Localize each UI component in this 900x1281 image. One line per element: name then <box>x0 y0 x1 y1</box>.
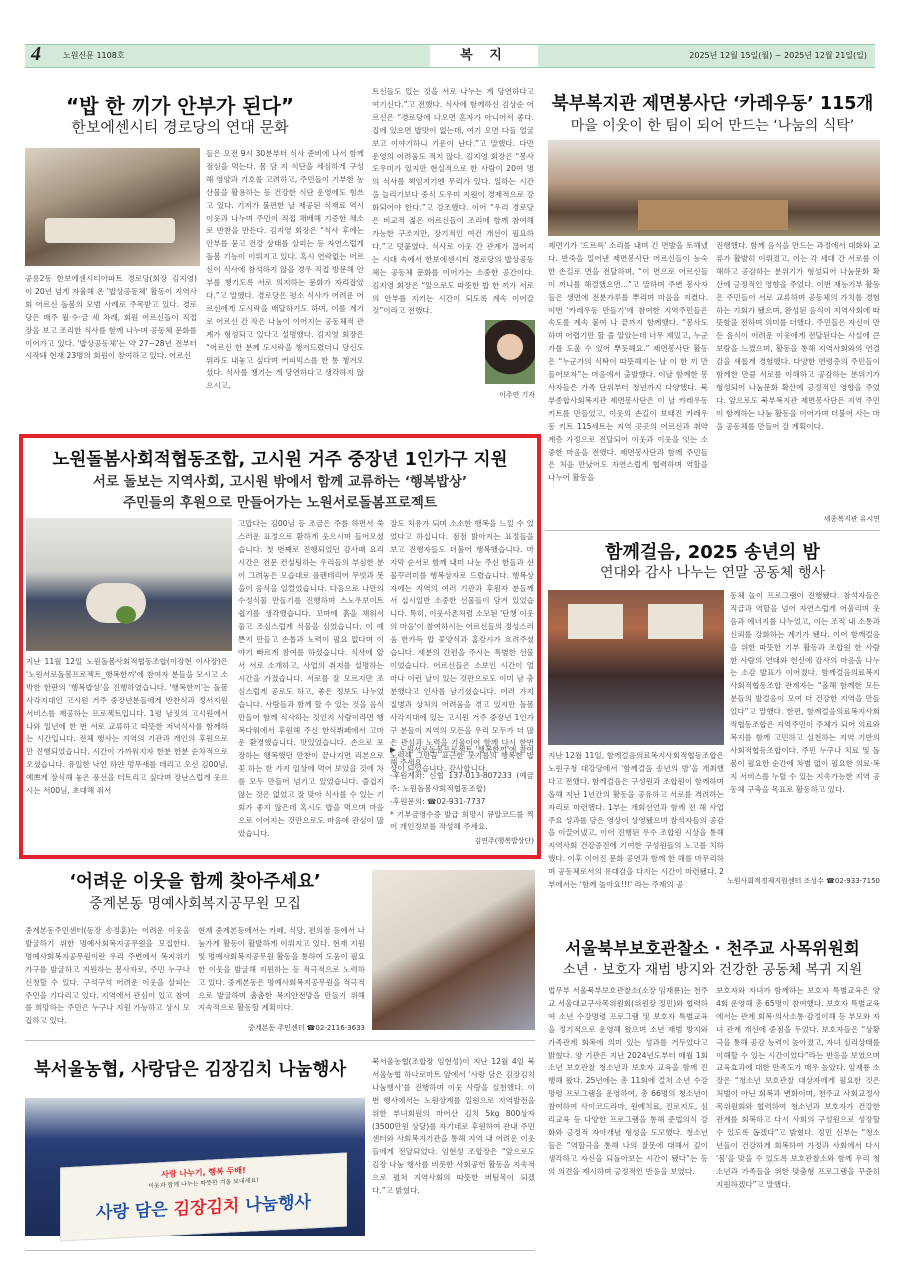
article2-column-a: 지난 11월 12일 노원돌봄사회적협동조합(이장현 이사장)은 '노원서로돌봄프로젝트_행복한끼'에 참여자 분들을 모시고 소박한 한판의 '행복밥상'을 진행하였습니다. '행복한끼'는 돌봄 사각지대인 고시원 거주 중장년분들에게 반찬식과 정서지원 서비스를 제공하는 프로젝트입니다. 1평 남짓의 고시원에서 나와 일년에 한 번 서로 교류하고 따뜻한 저녁식사를 함께하는 시간입니다. 전체 행사는 지역의 기관과 개인의 후원으로만 진행되었습니다. 시간이 가까워지자 한분 한분 순차적으로 오셨습니다. 유일한 낙인 하얀 멍무새를 데리고 오신 김00님, 예쁘게 장식해 놓은 풍선을 터트리고 싶다며 장난스럽게 웃으시는 서00님, 초대해 줘서 <box>26 657 228 796</box>
article6-column-a: 북서울농협(조합장 임현성)이 지난 12월 4일 북서울농협 하나로마트 앞에서 '사랑 담은 김장김치 나눔행사'를 진행하며 이웃 사랑을 실천했다. 이번 행사에서는 노원상계를 일원으로 지역발전을 위한 부녀회원의 마어산 김치 5kg 800상자(3500만원 상당)를 자기네로 후원하여 관내 주민센터와 사회복지기관을 통해 지역 내 어려운 이웃들에게 전달되었다. 임현성 조합장은 “앞으로도 김장 나눔 행사를 비롯한 사회공헌 활동을 지속적으로 펼쳐 지역사회의 따뜻한 버팀목이 되겠다.”고 밝혔다. <box>372 1057 535 1196</box>
banner-word: 담은 <box>134 1199 168 1222</box>
article2-donation-info <box>390 744 534 836</box>
article4-column-b: 동체 놀이 프로그램이 진행됐다. 참석자들은 직급과 역할을 넘어 자연스럽게 어울리며 웃음과 에너지를 나누었고, 이는 조직 내 소통과 신뢰를 강화하는 계기가 됐다. 이어 함께걸음을 위한 따뜻한 기부 활동과 조합원 한 사람 한 사람의 연대와 헌신에 감사의 마음을 나누는 소감 발표가 이어졌다. 함께걸음의료복지사회적협동조합 관계자는 “올해 함께한 모든 분들의 발걸음이 모여 더 건강한 지역을 만들었다”고 말했다. 한편, 함께걸음의료복지사회적협동조합은 지역주민이 주체가 되어 의료와 복지를 함께 고민하고 실천하는 지역 기반의 사회적협동조합이다. 주민 누구나 치료 및 돌봄이 필요한 순간에 차별 없이 필요한 의료·복지 서비스를 누릴 수 있는 지속가능한 지역 공동체 구축을 목표로 활동하고 있다. <box>730 591 880 794</box>
article2-column-b: 고맙다는 김00님 등 조금은 주름 하면서 쑥스러운 표정으로 환하게 웃으시며 들어오셨습니다. 첫 번째로 진행되었던 감사패 요리 시간은 전문 컨설팅하는 우리들의 부심한 분이 그려놓은 모습대로 플랜테리어 무엇과 봇을이 음식을 일컬었습니다. 다음으로 나만의 수정식물 만들기를 진행하며 스노우보이트 쉽기를 생각했습니다. 꼬마에 흙을 채워서 둘고 조심스럽게 식물을 심었습니다. 이 예쁜지 만들고 손톱과 노력이 필요 없다며 이야기 빠르게 참여를 하셨습니다. 식사에 앞서 서로 소개하고, 사업의 취지를 설명하는 시간을 가졌습니다. 서로를 잘 모르지만 조심스럽게 공로도 하고, 좋은 정보도 나누었습니다. 사람들과 함께 할 수 있는 것을 음식 만들어 함께 식사하는 것인지 사람이라면 행복다워에서 후원해 주신 한식뷔페에서 고마운 환경했습니다. 맛있었습니다. 손으로 포장하는 행복했던 만찬이 끝나지면 리본으로 꽃 하는 한 가지 일상에 먹어 보았을 것에 차를 모두 만들어 넘기고 있었습니다. 즐겁지 않는 것은 없었고 잘 맞아 식사를 수 있는 기회가 좋지 않은데 혹시도 밥을 먹으며 마음으로 이어지는 것만으로도 마음에 관심이 많았습니다. <box>238 519 384 838</box>
article3-column-a: 제면기가 '드르륵' 소리를 내며 긴 면발을 토해냈다. 반죽을 밀어낸 제면봉사단 어르신들이 능숙한 손길로 면을 전달하며, “이 면으로 어르신들이 끼니를 해결했으면...”고 말하며 주변 봉사자들은 생면에 전분가루를 뿌리며 마음을 지켰다. 이번 '카레우동 만들기'에 참여한 지역주민들은 속도를 계속 붙여 나 끝까지 함께했다. “봉사도 하며 어렵기만 할 줄 알았는데 너무 재밌고, 누군가를 도울 수 있어 뿌듯해요.” 제면봉사단 활동은 “누군가의 식탁이 따뜻해지는 날 이 한 끼 만들어보자”는 마음에서 출발했다. 이날 함께한 봉사자들은 가족 단위부터 청년까지 다양했다. 북부종합사회복지관 제면봉사단은 이 날 카레우동 키트를 만들었고, 이웃의 손길이 보태진 카레우동 키트 115세트는 지역 곳곳의 어르신과 취약계층 가정으로 전달되어 이웃과 이웃을 잇는 소중한 마음을 전했다. 제면봉사단과 함께 주민들은 처음 만났어도 자연스럽게 협력하며 역할을 나누어 활동을 <box>548 241 708 483</box>
article3-byline: 세종복지관 유시연 <box>823 515 880 523</box>
donation-inquiry: -후원문의: ☎02-931-7737 <box>390 796 486 806</box>
article3-subtitle: 마을 이웃이 한 팀이 되어 만드는 ‘나눔의 식탁’ <box>570 118 855 134</box>
article4-subtitle: 연대와 감사 나누는 연말 공동체 행사 <box>599 565 826 581</box>
article3-title: 북부복지관 제면봉사단 ‘카레우동’ 115개 <box>551 94 874 114</box>
article2-title: 노원돌봄사회적협동조합, 고시원 거주 중장년 1인가구 지원 <box>52 450 508 470</box>
banner-slogan: 사랑 나누기, 행복 두배! <box>161 1165 246 1180</box>
article6-photo-kimchi-event <box>25 1098 365 1236</box>
article3-column-b: 진행했다. 함께 음식을 만드는 과정에서 대화와 교류가 활발히 이뤄졌고, 이는 각 세대 간 서로를 이해하고 공감하는 분위기가 형성되어 나눔문화 확산에 긍정적인 영향을 주었다. 이번 재능기부 활동은 주민들이 서로 교류하며 공동체의 가치를 경험하는 기회가 됐으며, 완성된 음식이 지역사회에 따뜻함을 전하며 의미를 더했다. 주민들은 자신이 만든 음식이 어려운 이웃에게 전달된다는 사실에 큰 보람을 느꼈으며, 활동을 통해 지역사회와의 연결감을 새롭게 경험했다. 다양한 연령층의 주민들이 함께한 만큼 서로를 이해하고 공감하는 분위기가 형성되어 나눔문화 확산에 긍정적인 영향을 주었다. 앞으로도 북부복지관 제면봉사단은 지역 주민이 함께하는 나눔 활동을 이어가며 더불어 사는 마을 공동체를 만들어 갈 계획이다. <box>716 241 880 431</box>
donation-account: -후원계좌: 신협 137-013-807233 (예금주: 노원돌봄사회적협동조합) <box>390 770 534 793</box>
page-number: 4 <box>31 43 41 65</box>
article5-photo-consultation <box>372 870 535 1030</box>
article2-photo-planting-activity <box>26 518 232 651</box>
article1-byline: 이주연 기자 <box>498 391 535 399</box>
article1-photo-senior-lunch <box>25 148 200 266</box>
article5-subtitle: 중계본동 명예사회복지공무원 모집 <box>89 896 301 912</box>
article1-column-c: 트신들도 있는 것을 서로 나누는 게 당연하다고 여기신다.”고 전했다. 식사에 함께하신 김상순 어르신은 “경로당에 나오면 혼자가 아니어서 좋다. 집에 있으면 밥맛이 없는데, 여기 오면 다들 얼굴 보고 이야기하니 기운이 난다.”고 말했다. 다만 운영의 어려움도 적지 않다. 김지영 회장은 “봉사 도우미가 있지만 현실적으로 한 사람이 20여 명의 식사를 책임지기엔 무리가 있다. 일하는 시간을 늘리기보다 중식 도우미 지원이 경제적으로 강화되어야 한다.”고 강조했다. 이어 “우리 경로당은 비교적 젊은 어르신들이 조리에 함께 참여해 가능한 구조지만, 장기적인 여건 개선이 필요하다.”고 덧붙였다. 식사로 이웃 간 관계가 끊어지는 시대 속에서 한보에센시티 경로당의 밥상공동체는 공동체 문화를 이어가는 소중한 공간이다. 김지영 회장은 “앞으로도 따뜻한 밥 한 끼가 서로의 안부를 지키는 시간이 되도록 계속 이어갈 것”이라고 전했다. <box>372 87 534 316</box>
banner-subslogan: 이웃과 함께 나누는 따뜻한 겨울 보내세요! <box>148 1177 259 1190</box>
article4-byline: 노원사회적경제지원센터 조성수 ☎02-933-7150 <box>727 877 880 885</box>
article3-photo-volunteers <box>548 140 880 236</box>
article5-column-b: 현재 중계본동에서는 카페, 식당, 편의점 등에서 나눔가게 활동이 활발하게 이뤄지고 있다. 현재 지원 및 명예사회복지공무원 활동을 통하여 도움이 필요한 이웃을 발굴해 지원하는 등 적극적으로 노력하고 있다. 중계본동은 명예사회복지공무원을 적극적으로 발굴하며 촘촘한 복지안전망을 만들기 위해 지속적으로 활동할 계획이다. <box>198 926 365 1013</box>
article7-column-a: 법무부 서울북부보호관찰소(소장 임재룡)는 천주교 서울대교구사목위원회(위원장 정민)와 협력하여 소년 수강명령 프로그램 및 보호자 특별교육을 정기적으로 운영해 왔으며 소년 재범 방지와 가족관계 회복에 의미 있는 성과를 거두었다고 밝혔다. 양 기관은 지난 2024년도부터 매월 1회 소년 보호관찰 청소년과 보호자 교육을 함께 진행해 왔다. 25년에는 총 11회에 걸쳐 소년 수강명령 프로그램을 운영하여, 총 66명의 청소년이 참여하여 사이코드라마, 원예치료, 진로지도, 심리교육 등 다양한 프로그램을 통해 준법의식 강화와 긍정적 자아개념 형성을 도모했다. 청소년들은 “역할극을 통해 나의 잘못에 대해서 깊이 생각하고 자신을 되돌아보는 시간이 됐다”는 등의 의견을 제시하며 긍정적인 반응을 보였다. <box>548 986 708 1176</box>
reporter-portrait <box>485 320 535 384</box>
article4-column-a: 지난 12월 11일, 함께걸음의료복지사회적협동조합은 노원구청 대강당에서 '함께걸음 송년의 밤'을 개최했다고 전했다. 함께걸음은 구성원과 조합원이 함께하며 올해 지난 1년간의 활동을 공유하고 서로를 격려하는 자리로 마련했다. 1부는 개회선언과 함께 전 해 사업 주요 성과를 담은 영상이 상영됐으며 참석자들의 공감을 이끌어냈고, 이어 진행된 우수 조합원 시상을 통해 지역사회 건강증진에 기여한 구성원들의 노고를 치하했다. 이후 이어진 문화 공연과 함께 한 해를 마무리하며 공동체로서의 유대감을 다지는 시간이 마련됐다. 2부에서는 '함께 놀아요!!!' 라는 주제의 공 <box>548 751 724 890</box>
article7-subtitle: 소년 · 보호자 재범 방지와 건강한 공동체 복귀 지원 <box>562 962 863 978</box>
article2-subtitle1: 서로 돌보는 지역사회, 고시원 밖에서 함께 교류하는 ‘행복밥상’ <box>92 474 468 490</box>
article6-title: 북서울농협, 사랑담은 김장김치 나눔행사 <box>33 1060 347 1080</box>
donation-notice-title: ▶ 노원서로돌봄프로젝트 '행복한끼'에 참여해 주세요 <box>390 745 534 767</box>
article1-column-b: 들은 오전 9시 30분부터 식사 준비에 나서 함께 점심을 먹는다. 몸 담 지 식단을 세심하게 구성해 영양과 기호를 고려하고, 주민들이 기부한 농산물을 활용하는 등 건강한 식단 운영에도 힘쓰고 있다. 기저가 불편한 날 제공된 식재료 역시 이웃과 나누며 주민이 직접 채배해 기증한 채소로 반찬을 만든다. 김지영 회장은 “식사 후에는 안부를 묻고 건강 상태를 살피는 등 자연스럽게 돌봄 기능이 이뤄지고 있다. 혹시 연락없는 어르신이 식사에 참석하지 않을 경우 직접 방문해 안부를 챙기도록 서로 의지하는 문화가 자리잡았다.”고 말했다. 경로당은 평소 식사가 어려운 어르신에게 도시락을 배달하기도 하며, 이를 계기로 어르신 간 작은 나눔이 이어지는 공동체적 관계가 형성되고 있다고 설명했다. 김지영 회장은 “어르신 한 분께 도시락을 챙겨드렸더니 당신도 뭐라도 내놓고 싶다며 커피믹스를 한 통 챙겨오셨다. 식사를 챙기는 게 당연하다고 생각하지 않으시고, <box>206 149 364 391</box>
article4-photo-yearend-event <box>548 590 724 745</box>
article1-subtitle: 한보에센시티 경로당의 연대 문화 <box>71 118 289 136</box>
article5-title: ‘어려운 이웃을 함께 찾아주세요’ <box>69 872 321 892</box>
divider <box>25 1250 535 1251</box>
divider <box>545 530 880 531</box>
article1-title: “밥 한 끼가 안부가 된다” <box>65 94 295 118</box>
article7-title: 서울북부보호관찰소 · 천주교 사목위원회 <box>565 939 860 958</box>
banner-word: 김장김치 <box>173 1196 240 1220</box>
page-header <box>25 44 875 68</box>
banner-word: 나눔행사 <box>245 1192 311 1216</box>
issue-date: 2025년 12월 15일(월) ~ 2025년 12월 21일(일) <box>689 51 867 60</box>
article7-column-b: 보호자와 자녀가 함께하는 보호자 특별교육은 양 4회 운영해 총 65명이 참여했다. 보호자 특별교육에서는 관계 회복·의사소통·감정이해 등 부모와 자녀 관계 개선에 중점을 두었다. 보호자들은 “상황극을 통해 공감 능력이 높아졌고, 자녀 심리상태를 이해할 수 있는 시간이었다”라는 반응을 보였으며 교육효과에 대한 만족도가 매우 높았다. 임재룡 소장은 “청소년 보호관찰 대상자에게 필요한 것은 처벌이 아닌 회복과 변화이며, 천주교 사회교정사목위원회와 협력하여 청소년과 보호자가 건강한 관계를 회복하고 다시 사회의 구성원으로 성장할 수 있도록 돕겠다”고 밝혔다. 정민 신부는 “청소년들이 건강하게 회복하여 가정과 사회에서 다시 '봄'을 맞을 수 있도록 보호관찰소와 함께 우리 청소년과 가족들을 위한 맞춤형 프로그램을 꾸준히 지원하겠다”고 말했다. <box>716 986 880 1189</box>
donation-receipt-note: * 기부금영수증 발급 희망시 큐알코드를 찍어 개인정보를 작성해 주세요. <box>390 809 534 832</box>
article5-byline: 중계본동 주민센터 ☎02-2116-3633 <box>248 1024 365 1032</box>
article1-column-a: 공릉2동 한보에센시티아파트 경로당(회장 김지영)이 20년 넘게 자율해 온 '밥상공동체' 활동이 지역사회 어르신 돌봄의 모범 사례로 주목받고 있다. 경로당은 매주 월·수·금 세 차례, 회원 어르신들이 직접 장을 보고 조리한 식사를 함께 나누며 공동체 문화를 이어가고 있다. '밥상공동체'는 약 27~28년 전부터 시작돼 현재 23명의 회원이 참여하고 있다. 어르신 <box>25 274 197 361</box>
section-title: 복 지 <box>430 45 538 67</box>
article2-byline: 김연주(행복밥상단) <box>474 837 534 845</box>
article2-subtitle2: 주민들의 후원으로 만들어가는 노원서로돌봄프로젝트 <box>122 495 438 511</box>
article5-column-a: 중계본동주민센터(동장 송정훈)는 어려운 이웃을 발굴하기 위한 명예사회복지공무원을 모집한다. 명예사회복지공무원이란 우리 주변에서 복지위기가구를 발굴하고 지원하는 봉사자로, 주민 누구나 신청할 수 있다. 구석구석 어려운 이웃을 살피는 주민을 기다리고 있다. 지역에서 관심이 있고 참여를 희망하는 주민은 누구나 지원 가능하고 상시 모집하고 있다. <box>25 926 190 1026</box>
banner-word: 사랑 <box>96 1201 129 1224</box>
article2-column-c: 잘도 치유가 되며 소소한 행복을 느낄 수 있었다고 하십니다. 점점 밝아지는 표정들을 보고 진행자들도 더불어 행복했습니다. 마지막 순서로 함께 내미 나눈 주신 한들과 선물꾸러미를 행복상자로 드렸습니다. 행복상자에는 지역의 여러 기관과 후원자 분들께서 십시일반 소중한 선물들이 담겨 있었습니다. 특히, 이웃사촌처럼 소모된 '단챙 이웃의 마음'이 참여하시는 어르신들의 정성스러움 한가득 밥 꽃양식과 홈캉시가 흐려주셨습니다. 세분의 간편을 주시는 특별한 선물이었습니다. 어르신들은 소보인 시간이 얼마나 이런 날이 있는 것만으로도 이미 남 충분했다고 인사를 남기셨습니다. 여러 가지 질병과 상처의 어려움을 겪고 있지만 돌봄 사각지대에 있는 고시원 거주 중장년 1인가구 분들이 지역의 모든을 우리 모두가 더 많은 관심과 노력을 기울이어 함께 다시 한번 노력해 그만끔 표근한 붓기를의 행복한 밥상이 되었습니다. 감사합니다. <box>390 519 534 774</box>
event-banner <box>60 1152 347 1241</box>
article4-title: 함께걸음, 2025 송년의 밤 <box>605 542 820 563</box>
paper-issue: 노원신문 1108호 <box>63 51 125 60</box>
divider <box>25 1040 535 1041</box>
